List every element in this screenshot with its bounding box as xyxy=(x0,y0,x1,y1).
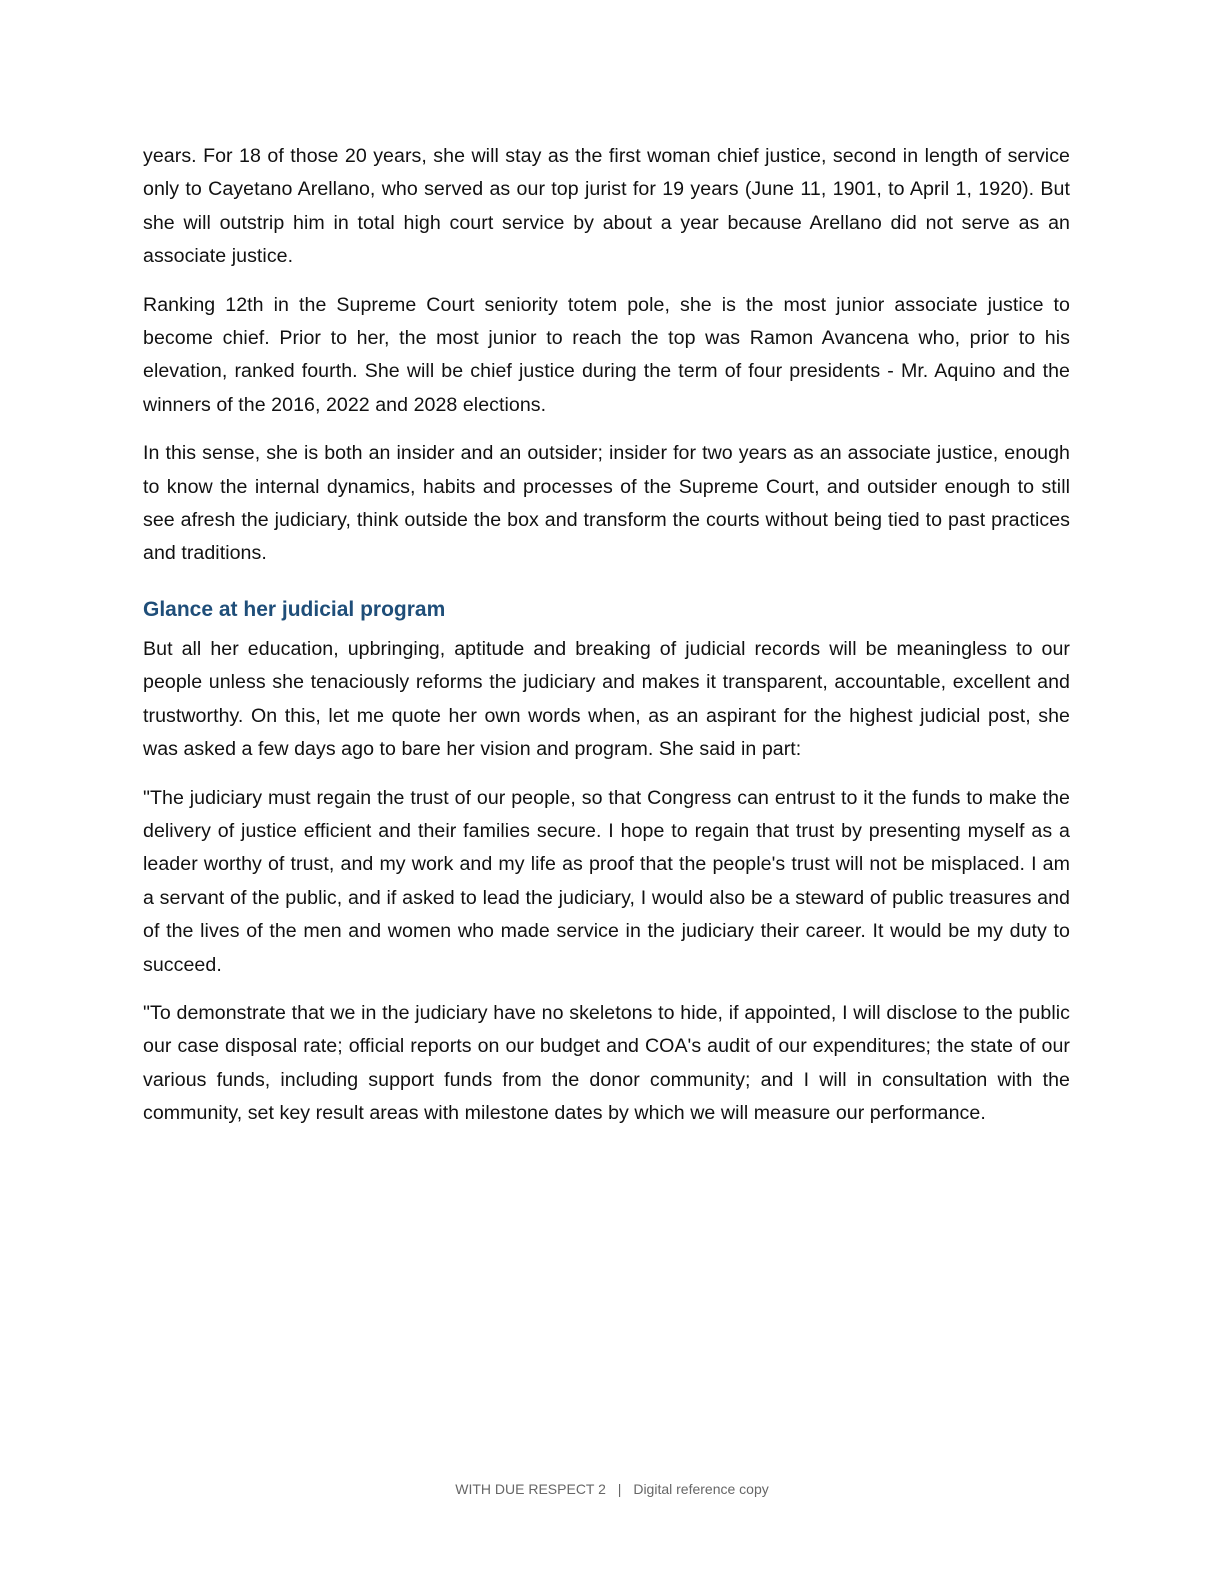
footer-note: Digital reference copy xyxy=(633,1481,769,1497)
page-footer xyxy=(0,1479,1224,1499)
body-paragraph: Ranking 12th in the Supreme Court seniority totem pole, she is the most junior associate justice to become chief. Prior to her, the most junior to reach the top was Ramon Avancena who, prior to his elevation, ranked fourth. She will be chief justice during the term of four presidents - Mr. Aquino and the winners of the 2016, 2022 and 2028 elections. xyxy=(143,293,1070,416)
quote-paragraph: "To demonstrate that we in the judiciary have no skeletons to hide, if appointed, I will disclose to the public our case disposal rate; official reports on our budget and COA's audit of our expenditures; the state of our various funds, including support funds from the donor community; and I will in consultation with the community, set key result areas with milestone dates by which we will measure our performance. xyxy=(143,1001,1070,1125)
page-content xyxy=(143,140,1070,1146)
quote-paragraph: "The judiciary must regain the trust of our people, so that Congress can entrust to it the funds to make the delivery of justice efficient and their families secure. I hope to regain that trust by presenting myself as a leader worthy of trust, and my work and my life as proof that the people's trust will not be misplaced. I am a servant of the public, and if asked to lead the judiciary, I would also be a steward of public treasures and of the lives of the men and women who made service in the judiciary their career. It would be my duty to succeed. xyxy=(143,786,1070,976)
body-paragraph: In this sense, she is both an insider and an outsider; insider for two years as an associate justice, enough to know the internal dynamics, habits and processes of the Supreme Court, and outsider enough to still see afresh the judiciary, think outside the box and transform the courts without being tied to past practices and traditions. xyxy=(143,442,1070,565)
footer-title: WITH DUE RESPECT 2 xyxy=(455,1481,606,1497)
footer-separator: | xyxy=(617,1481,622,1497)
body-paragraph: years. For 18 of those 20 years, she will stay as the first woman chief justice, second in length of service only to Cayetano Arellano, who served as our top jurist for 19 years (June 11, 1901, to April 1, 1920). But she will outstrip him in total high court service by about a year because Arellano did not serve as an associate justice. xyxy=(143,145,1070,268)
body-paragraph: But all her education, upbringing, aptitude and breaking of judicial records will be meaningless to our people unless she tenaciously reforms the judiciary and makes it transparent, accountable, excellent and trustworthy. On this, let me quote her own words when, as an aspirant for the highest judicial post, she was asked a few days ago to bare her vision and program. She said in part: xyxy=(143,637,1070,761)
section-heading: Glance at her judicial program xyxy=(143,597,446,621)
